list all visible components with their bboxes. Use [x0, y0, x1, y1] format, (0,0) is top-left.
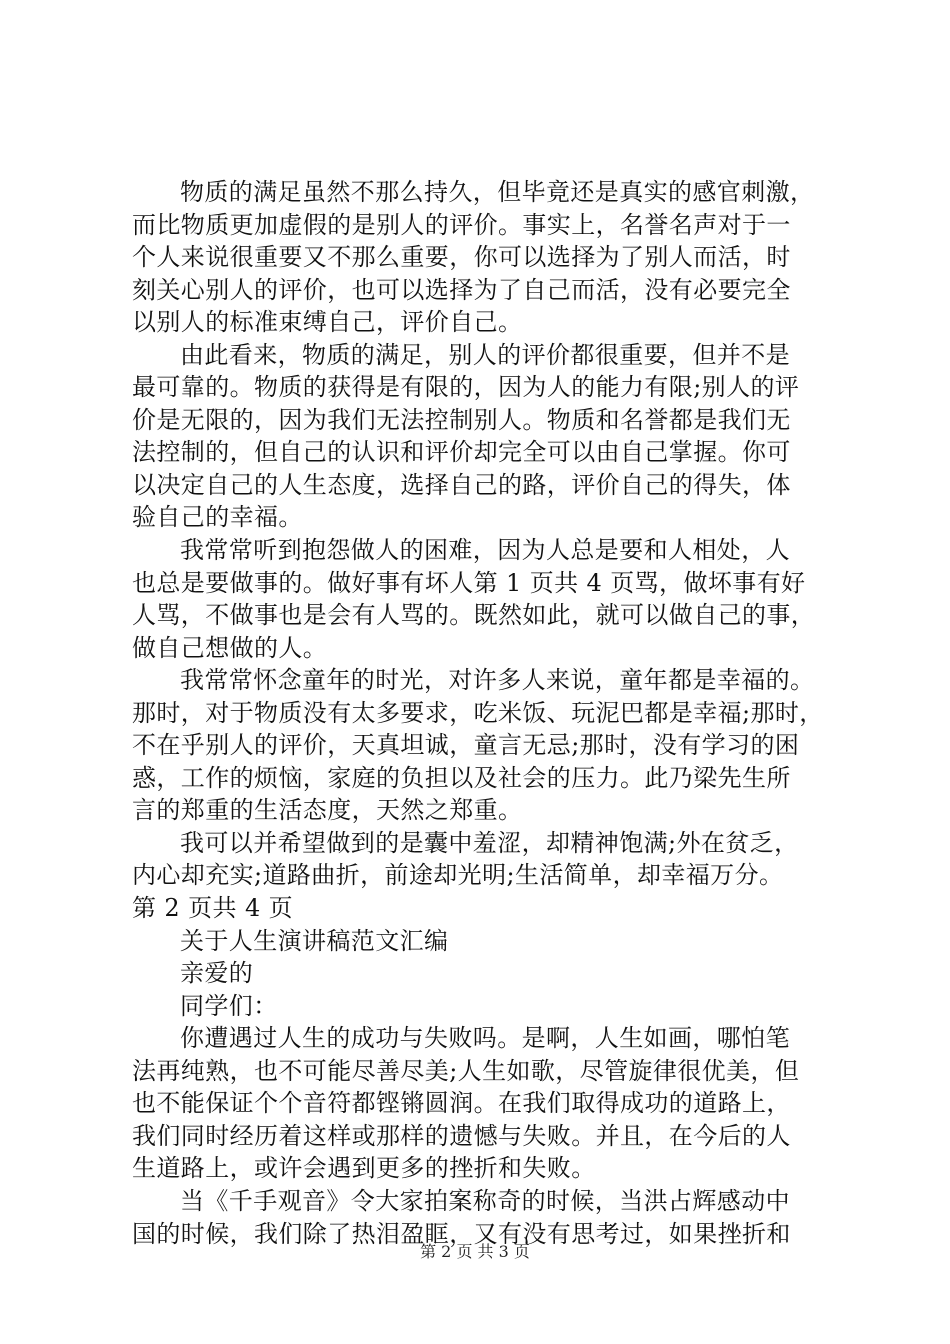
text-line: 同学们：: [180, 991, 278, 1020]
text-line: 关于人生演讲稿范文汇编: [180, 926, 449, 955]
text-line: 最可靠的。物质的获得是有限的，因为人的能力有限;别人的评: [132, 373, 800, 402]
text-line: 生道路上，或许会遇到更多的挫折和失败。: [132, 1154, 596, 1183]
text-line: 人骂，不做事也是会有人骂的。既然如此，就可以做自己的事，: [132, 601, 816, 630]
text-line: 做自己想做的人。: [132, 633, 328, 662]
text-line: 而比物质更加虚假的是别人的评价。事实上，名誉名声对于一: [132, 210, 791, 239]
text-line: 个人来说很重要又不那么重要，你可以选择为了别人而活，时: [132, 243, 791, 272]
text-line: 价是无限的，因为我们无法控制别人。物质和名誉都是我们无: [132, 405, 791, 434]
text-line: 我们同时经历着这样或那样的遗憾与失败。并且，在今后的人: [132, 1121, 791, 1150]
text-line: 第 2 页共 4 页: [132, 894, 294, 923]
text-line: 国的时候，我们除了热泪盈眶，又有没有思考过，如果挫折和: [132, 1219, 791, 1248]
text-line: 法控制的，但自己的认识和评价却完全可以由自己掌握。你可: [132, 438, 791, 467]
text-line: 验自己的幸福。: [132, 503, 303, 532]
text-line: 我常常怀念童年的时光，对许多人来说，童年都是幸福的。: [180, 666, 815, 695]
text-line: 那时，对于物质没有太多要求，吃米饭、玩泥巴都是幸福;那时，: [132, 698, 824, 727]
text-line: 当《千手观音》令大家拍案称奇的时候，当洪占辉感动中: [180, 1186, 790, 1215]
text-line: 以别人的标准束缚自己，评价自己。: [132, 308, 523, 337]
page-footer: 第 2 页 共 3 页: [420, 1242, 530, 1261]
text-line: 不在乎别人的评价，天真坦诚，童言无忌;那时，没有学习的困: [132, 731, 800, 760]
text-line: 惑，工作的烦恼，家庭的负担以及社会的压力。此乃梁先生所: [132, 763, 791, 792]
text-line: 由此看来，物质的满足，别人的评价都很重要，但并不是: [180, 340, 790, 369]
text-line: 法再纯熟，也不可能尽善尽美;人生如歌，尽管旋律很优美，但: [132, 1056, 800, 1085]
text-line: 你遭遇过人生的成功与失败吗。是啊，人生如画，哪怕笔: [180, 1024, 790, 1053]
document-body: [132, 176, 832, 1250]
text-line: 也不能保证个个音符都铿锵圆润。在我们取得成功的道路上，: [132, 1089, 791, 1118]
text-line: 也总是要做事的。做好事有坏人第 1 页共 4 页骂，做坏事有好: [132, 568, 806, 597]
text-line: 我可以并希望做到的是囊中羞涩，却精神饱满;外在贫乏，: [180, 828, 799, 857]
text-line: 言的郑重的生活态度，天然之郑重。: [132, 796, 523, 825]
text-line: 内心却充实;道路曲折，前途却光明;生活简单，却幸福万分。: [132, 861, 784, 890]
text-line: 亲爱的: [180, 959, 254, 988]
text-line: 以决定自己的人生态度，选择自己的路，评价自己的得失，体: [132, 470, 791, 499]
text-line: 我常常听到抱怨做人的困难，因为人总是要和人相处，人: [180, 536, 790, 565]
text-line: 物质的满足虽然不那么持久，但毕竟还是真实的感官刺激，: [180, 178, 815, 206]
text-line: 刻关心别人的评价，也可以选择为了自己而活，没有必要完全: [132, 275, 791, 304]
